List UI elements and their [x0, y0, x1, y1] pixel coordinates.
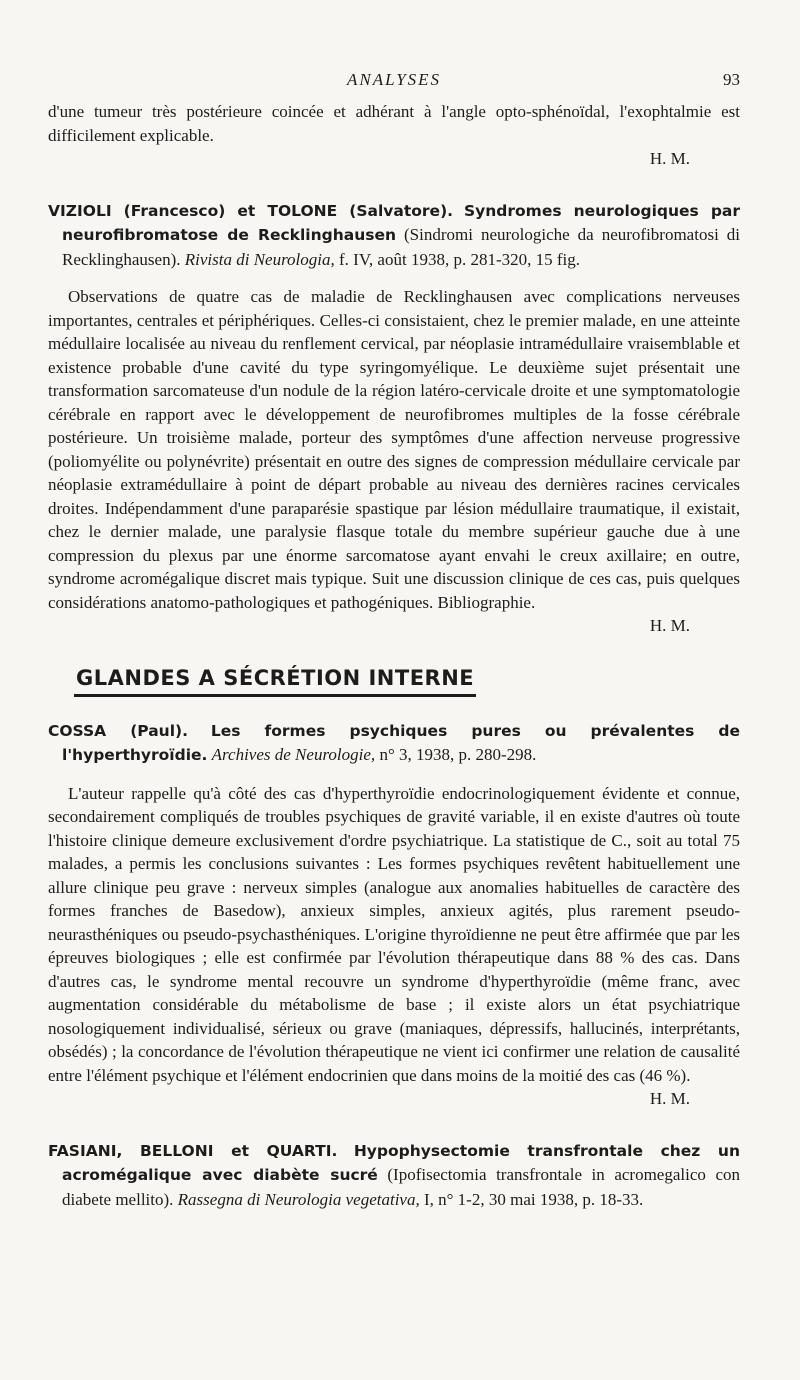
- entry-title: Hypophysectomie transfrontale chez un acromégalique avec diabète sucré: [62, 1141, 740, 1184]
- running-title: ANALYSES: [346, 70, 442, 89]
- entry-citation: I, n° 1-2, 30 mai 1938, p. 18-33.: [423, 1189, 644, 1209]
- entry-body: L'auteur rappelle qu'à côté des cas d'hyperthyroïdie endocrinologiquement évidente et connue, secondairement compliqués de troubles psychiques de gravité variable, il en existe d'autres où toute l'histoire clinique demeure exclusivement d'ordre psychiatrique. La statistique de C., soit au total 75 malades, a permis les conclusions suivantes : Les formes psychiques revêtent habituellement une allure clinique peu grave : nerveux simples (analogue aux anomalies habituelles de caractère des formes franches de Basedow), anxieux simples, anxieux agités, plus rarement pseudo-neurasthéniques ou pseudo-psychasthéniques. L'origine thyroïdienne ne peut être affirmée que par les épreuves biologiques ; elle est confirmée par l'évolution thérapeutique dans 88 % des cas. Dans d'autres cas, le syndrome mental recouvre un syndrome d'hyperthyroïdie (même franc, avec augmentation considérable du métabolisme de base ; il existe alors un état psychiatrique nosologiquement individualisé, sérieux ou grave (maniaques, dépressifs, hallucinés, interprétants, obsédés) ; la concordance de l'évolution thérapeutique ne vient ici confirmer une relation de causalité entre l'élément psychique et l'élément endocrinien que dans moins de la moitié des cas (46 %).: [48, 783, 740, 1085]
- entry-journal: Rassegna di Neurologia vegetativa,: [177, 1189, 420, 1209]
- entry-journal: Archives de Neurologie,: [211, 745, 376, 764]
- entry-authors: VIZIOLI (Francesco) et TOLONE (Salvatore).: [48, 201, 454, 220]
- entry-title: Syndromes neurologiques par neurofibromatose de Recklinghausen: [62, 201, 741, 244]
- entry-citation: n° 3, 1938, p. 280-298.: [379, 745, 537, 764]
- entry-body: Observations de quatre cas de maladie de Recklinghausen avec complications nerveuses importantes, centrales et périphériques. Celles-ci consistaient, chez le premier malade, en une atteinte médullaire localisée au niveau du renflement cervical, par néoplasie intramédullaire vraisemblable et existence probable d'une cavité du type syringomyélique. Le deuxième sujet présentait une transformation sarcomateuse d'un nodule de la région latéro-cervicale droite et une symptomatologie cérébrale en rapport avec le développement de neurofibromes multiples de la fosse cérébrale postérieure. Un troisième malade, porteur des symptômes d'une affection nerveuse progressive (poliomyélite ou polynévrite) présentait en outre des signes de compression médullaire cervicale par néoplasie extramédullaire à point de départ probable au niveau des dernières racines cervicales droites. Indépendamment d'une paraparésie spastique par lésion médullaire traumatique, il existait, chez le dernier malade, une paralysie flasque totale du membre supérieur gauche due à une compression du plexus par une énorme sarcomatose ayant envahi le creux axillaire; en outre, syndrome acromégalique discret mais typique. Suit une discussion clinique de ces cas, puis quelques considérations anatomo-pathologiques et pathogéniques. Bibliographie.: [48, 287, 740, 612]
- entry-authors: FASIANI, BELLONI et QUARTI.: [48, 1141, 338, 1160]
- entry-heading-cossa: [48, 719, 740, 768]
- carryover-initials: H. M.: [649, 149, 690, 168]
- entry-heading-fasiani: [48, 1139, 740, 1212]
- entry-heading-vizioli: [48, 199, 740, 272]
- running-header: [48, 70, 740, 100]
- entry-journal: Rivista di Neurologia,: [184, 249, 335, 269]
- entry-title: Les formes psychiques pures ou prévalentes de l'hyperthyroïdie.: [62, 721, 741, 764]
- carryover-paragraph: d'une tumeur très postérieure coincée et adhérant à l'angle opto-sphénoïdal, l'exophtalmie est difficilement explicable.: [48, 102, 740, 145]
- section-title: GLANDES A SÉCRÉTION INTERNE: [74, 666, 476, 697]
- entry-original-title: (Sindromi neurologiche da neurofibromatosi di Recklinghausen).: [62, 225, 740, 269]
- entry-initials: H. M.: [649, 1089, 690, 1108]
- entry-authors: COSSA (Paul).: [48, 721, 189, 740]
- entry-original-title: (Ipofisectomia transfrontale in acromegalico con diabete mellito).: [62, 1165, 740, 1209]
- entry-citation: f. IV, août 1938, p. 281-320, 15 fig.: [339, 249, 580, 269]
- section-heading: [48, 666, 740, 697]
- entry-initials: H. M.: [649, 616, 690, 635]
- page-number: 93: [723, 70, 740, 89]
- journal-page: [48, 70, 740, 1211]
